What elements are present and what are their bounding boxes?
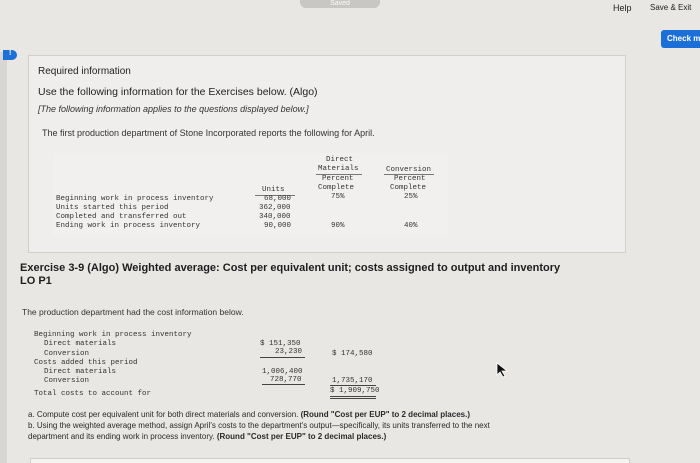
instruction-b-line1 — [28, 421, 490, 430]
required-heading: Required information — [38, 66, 131, 77]
conv-header-underline — [384, 174, 434, 175]
conv-header-1: Conversion — [386, 166, 432, 174]
cost-subtotal-underline — [260, 357, 305, 358]
cost-added-label: Costs added this period — [34, 359, 138, 367]
cost-conv-value: 23,230 — [275, 348, 303, 356]
cost-total-value: $ 1,909,750 — [330, 387, 380, 395]
instruction-a-round: (Round "Cost per EUP" to 2 decimal places.) — [300, 410, 470, 419]
exercise-lo: LO P1 — [20, 275, 52, 287]
instruction-a-text: a. Compute cost per equivalent unit for both direct materials and conversion. — [28, 410, 301, 419]
mouse-pointer-icon — [495, 362, 509, 383]
dm-header-2: Materials — [318, 165, 359, 173]
cost-dm-value: $ 151,350 — [260, 340, 301, 348]
cost-added-total: 1,735,170 — [332, 377, 373, 385]
cost-added-dm-label: Direct materials — [44, 368, 117, 376]
info-intro: The first production department of Stone Incorporated reports the following for April. — [42, 128, 375, 138]
info-note: [The following information applies to the questions displayed below.] — [38, 104, 309, 114]
table-row-label: Ending work in process inventory — [56, 222, 201, 230]
help-link[interactable]: Help — [613, 3, 632, 13]
cost-dm-label: Direct materials — [44, 340, 117, 348]
dm-header-1: Direct — [326, 156, 354, 164]
table-row-label: Units started this period — [56, 204, 169, 212]
instruction-b-line2 — [28, 432, 386, 441]
cost-added-conv-value: 728,770 — [270, 376, 302, 384]
table-row-conv: 25% — [404, 193, 418, 201]
cost-beg-total: $ 174,580 — [332, 350, 373, 358]
cost-conv-label: Conversion — [44, 350, 90, 358]
cost-added-underline — [262, 384, 305, 385]
cost-added-conv-label: Conversion — [44, 377, 90, 385]
instruction-b-text: b. Using the weighted average method, assign April's costs to the department's output—specifically, its units transferred to the next — [28, 421, 490, 430]
dm-header-3: Percent — [322, 175, 354, 183]
conv-header-2: Percent — [394, 175, 426, 183]
cost-total-underline — [330, 385, 376, 386]
table-row-dm: 90% — [331, 222, 345, 230]
table-row-conv: 40% — [404, 222, 418, 230]
instruction-b-text2: department and its ending work in process inventory. — [28, 432, 217, 441]
table-row-label: Beginning work in process inventory — [56, 195, 214, 203]
instruction-heading: Use the following information for the Exercises below. (Algo) — [38, 86, 318, 98]
instruction-b-round: (Round "Cost per EUP" to 2 decimal places.) — [216, 432, 387, 441]
table-row-units: 68,000 — [264, 195, 292, 203]
saved-status: Saved — [300, 0, 380, 8]
table-row-label: Completed and transferred out — [56, 213, 187, 221]
table-row-units: 362,000 — [259, 204, 291, 212]
dm-header-4: Complete — [318, 184, 355, 192]
table-row-units: 340,000 — [259, 213, 291, 221]
save-exit-link[interactable]: Save & Exit — [650, 3, 692, 12]
units-header: Units — [262, 186, 285, 194]
cost-intro: The production department had the cost information below. — [22, 307, 244, 317]
cost-added-dm-value: 1,006,400 — [262, 368, 303, 376]
cost-total-double-underline-2 — [330, 398, 376, 399]
instruction-a — [28, 410, 470, 419]
conv-header-3: Complete — [390, 184, 427, 192]
cost-total-label: Total costs to account for — [34, 390, 152, 398]
check-my-work-button[interactable]: Check m — [661, 30, 700, 48]
answer-tabs-strip[interactable] — [30, 458, 630, 463]
question-marker-icon: ! — [3, 50, 17, 60]
exercise-title: Exercise 3-9 (Algo) Weighted average: Cost per equivalent unit; costs assigned to output and inventory — [20, 262, 561, 274]
dm-header-underline — [316, 174, 362, 175]
table-row-dm: 75% — [331, 193, 345, 201]
table-row-units: 90,000 — [264, 222, 292, 230]
cost-total-double-underline-1 — [330, 396, 376, 397]
cost-beg-label: Beginning work in process inventory — [34, 331, 192, 339]
